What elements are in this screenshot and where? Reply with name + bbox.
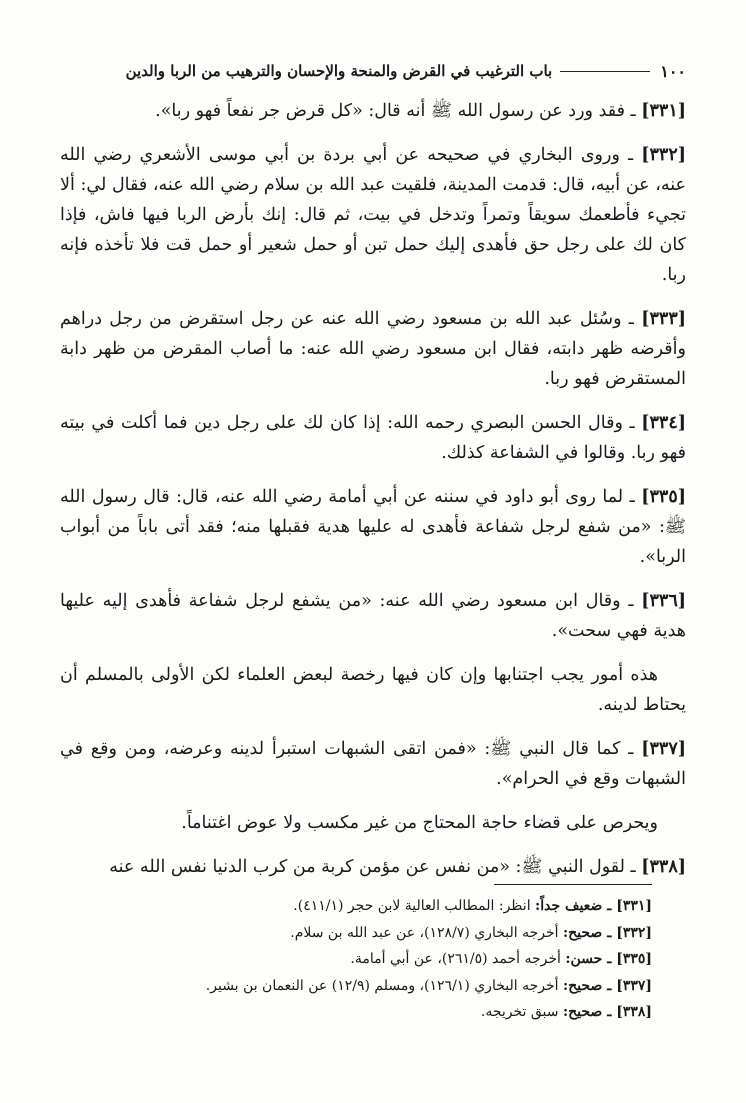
paragraph-331 [60, 96, 686, 126]
page-header [60, 58, 686, 84]
footnote-number: [٣٣٨] [616, 1004, 652, 1020]
hadith-number: [٣٣٧] [641, 739, 686, 759]
footnote-separator [494, 884, 652, 885]
footnote-text: سبق تخريجه. [480, 1004, 563, 1020]
paragraph-text: ـ وقال ابن مسعود رضي الله عنه: «من يشفع لرجل شفاعة فأهدى إليه عليها هدية فهي سحت». [60, 591, 686, 641]
footnote-grade: ـ حسن: [565, 951, 617, 967]
hadith-number: [٣٣٨] [641, 857, 686, 877]
paragraph-text: ـ وقال الحسن البصري رحمه الله: إذا كان لك على رجل دين فما أكلت في بيته فهو ربا. وقالوا في الشفاعة كذلك. [60, 413, 686, 463]
footnote-338 [60, 999, 652, 1026]
paragraph-338 [60, 852, 686, 882]
hadith-number: [٣٣٢] [641, 145, 686, 165]
footnote-grade: ـ صحيح: [562, 924, 617, 941]
hadith-number: [٣٣٣] [641, 309, 686, 329]
paragraph-335 [60, 482, 686, 572]
footnote-number: [٣٣٧] [616, 977, 652, 994]
footnote-number: [٣٣١] [616, 898, 652, 914]
paragraph-text: ـ لما روى أبو داود في سننه عن أبي أمامة رضي الله عنه، قال: قال رسول الله ﷺ: «من شفع لرجل شفاعة فأهدى له عليها هدية فقبلها منه؛ فقد أتى باباً من أبواب الربا». [60, 487, 686, 567]
footnote-text: أخرجه البخاري (١٢٨/٧)، عن عبد الله بن سلام. [290, 924, 563, 941]
paragraph-334 [60, 408, 686, 468]
paragraph-text: هذه أمور يجب اجتنابها وإن كان فيها رخصة لبعض العلماء لكن الأولى بالمسلم أن يحتاط لدينه. [60, 665, 686, 715]
main-text [60, 96, 686, 896]
paragraph-text: ويحرص على قضاء حاجة المحتاج من غير مكسب ولا عوض اغتناماً. [181, 813, 658, 833]
header-rule [560, 71, 650, 72]
hadith-number: [٣٣٦] [641, 591, 686, 611]
paragraph-text: ـ لقول النبي ﷺ: «من نفس عن مؤمن كربة من كرب الدنيا نفس الله عنه [109, 857, 642, 877]
footnote-337 [60, 973, 652, 1000]
hadith-number: [٣٣١] [641, 101, 686, 121]
footnote-text: أخرجه البخاري (١٢٦/١)، ومسلم (١٢/٩) عن النعمان بن بشير. [205, 977, 563, 994]
footnote-331 [60, 893, 652, 920]
paragraph-337 [60, 734, 686, 794]
hadith-number: [٣٣٥] [641, 487, 686, 507]
page-number: ١٠٠ [660, 61, 686, 81]
hadith-number: [٣٣٤] [641, 413, 686, 433]
paragraph-332 [60, 140, 686, 290]
footnote-grade: ـ صحيح: [562, 977, 617, 994]
footnote-335 [60, 946, 652, 973]
footnote-332 [60, 920, 652, 947]
footnote-grade: ـ صحيح: [562, 1004, 617, 1020]
paragraph-commentary-1 [60, 660, 686, 720]
footnote-number: [٣٣٢] [616, 924, 652, 941]
footnote-grade: ـ ضعيف جداً: [535, 898, 617, 914]
paragraph-text: ـ وسُئل عبد الله بن مسعود رضي الله عنه عن رجل استقرض من رجل دراهم وأقرضه ظهر دابته، فقال ابن مسعود رضي الله عنه: ما أصاب المقرض من ظهر دابة المستقرض فهو ربا. [60, 309, 686, 389]
paragraph-333 [60, 304, 686, 394]
footnotes [60, 893, 652, 1026]
paragraph-text: ـ كما قال النبي ﷺ: «فمن اتقى الشبهات استبرأ لدينه وعرضه، ومن وقع في الشبهات وقع في الحرام». [60, 739, 686, 789]
running-title: باب الترغيب في القرض والمنحة والإحسان والترهيب من الربا والدين [125, 62, 553, 80]
footnote-text: أخرجه أحمد (٢٦١/٥)، عن أبي أمامة. [350, 951, 566, 967]
paragraph-commentary-2 [60, 808, 686, 838]
paragraph-text: ـ فقد ورد عن رسول الله ﷺ أنه قال: «كل قرض جر نفعاً فهو ربا». [155, 101, 642, 121]
paragraph-text: ـ وروى البخاري في صحيحه عن أبي بردة بن أبي موسى الأشعري رضي الله عنه، عن أبيه، قال: قدمت المدينة، فلقيت عبد الله بن سلام رضي الله عنه، فقال لي: ألا تجيء فأطعمك سويقاً وتمراً وتدخل في بيت، ثم قال: إنك بأرض الربا فيها فاش، فإذا كان لك على رجل حق فأهدى إليك حمل تبن أو حمل شعير أو حمل قت فلا تأخذه فإنه ربا. [60, 145, 686, 285]
footnote-text: انظر: المطالب العالية لابن حجر (٤١١/١). [293, 898, 536, 914]
paragraph-336 [60, 586, 686, 646]
footnote-number: [٣٣٥] [616, 951, 652, 967]
